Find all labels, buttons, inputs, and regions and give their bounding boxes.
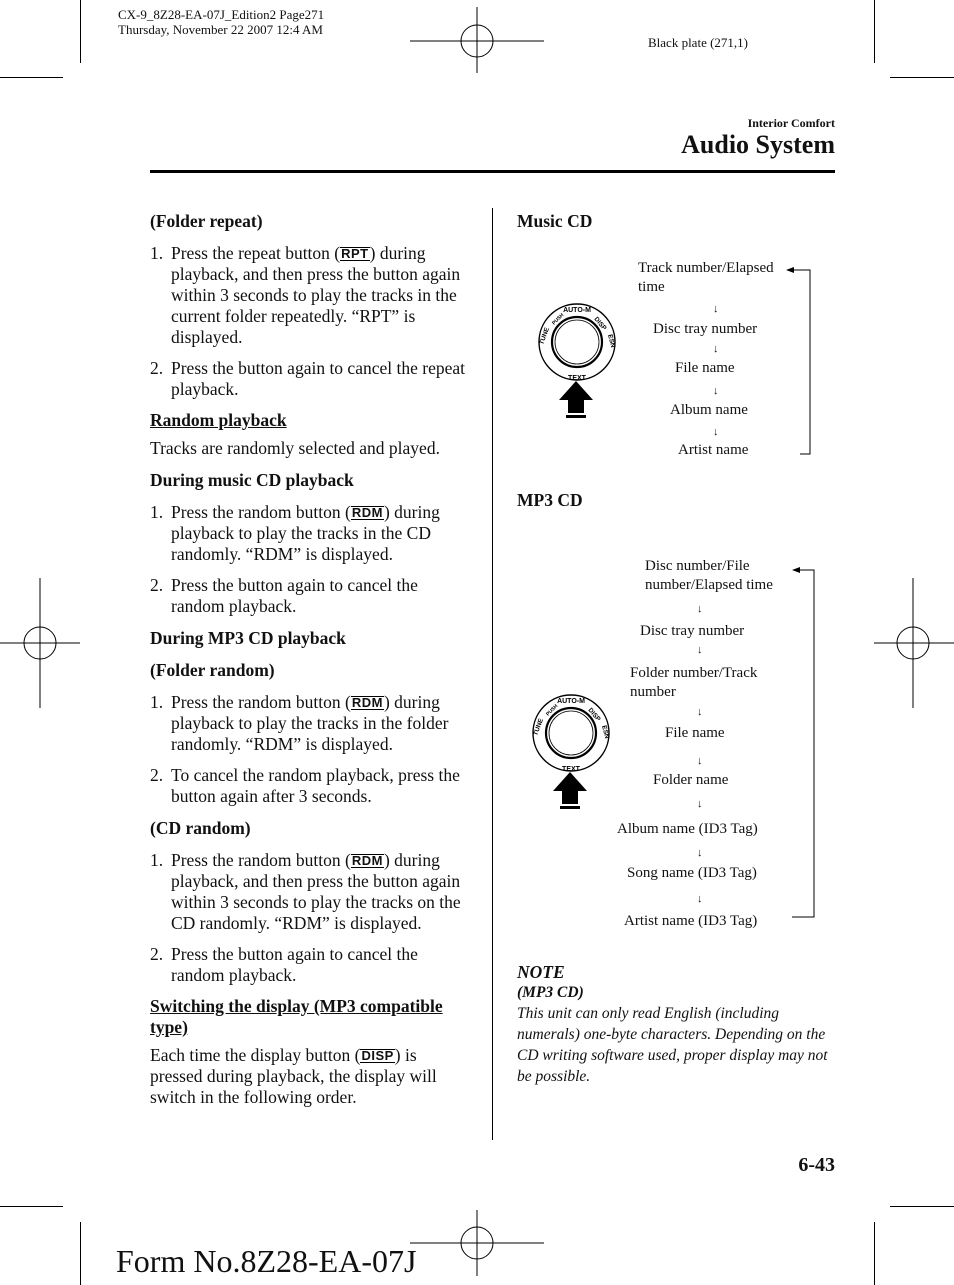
svg-text:ESN: ESN <box>600 724 611 740</box>
svg-text:TUNE: TUNE <box>538 326 551 346</box>
switch-display-heading: Switching the display (MP3 compatible type) <box>150 996 443 1037</box>
random-intro: Tracks are randomly selected and played. <box>150 438 440 458</box>
list-item: 1. Press the repeat button (RPT) during playback, and then press the button again within 3 seconds to play the tracks in the current folder repeatedly. “RPT” is displayed. <box>150 243 461 347</box>
down-arrow-icon: ↓ <box>697 798 703 810</box>
left-column <box>150 211 472 1108</box>
column-divider <box>492 208 493 1140</box>
note-subtitle: (MP3 CD) <box>517 984 584 1001</box>
list-item: 1. Press the random button (RDM) during playback to play the tracks in the CD randomly. “RDM” is displayed. <box>150 502 440 564</box>
registration-mark-top <box>410 5 544 75</box>
list-item: 2. Press the button again to cancel the random playback. <box>150 944 418 985</box>
mp3-item-1: Disc number/File number/Elapsed time <box>645 558 773 593</box>
svg-text:AUTO-M: AUTO-M <box>557 698 585 705</box>
list-item: 2. To cancel the random playback, press the button again after 3 seconds. <box>150 765 460 806</box>
folder-repeat-heading: (Folder repeat) <box>150 211 263 231</box>
svg-text:PUSH: PUSH <box>551 312 566 327</box>
svg-text:ESN: ESN <box>606 333 617 349</box>
down-arrow-icon: ↓ <box>713 343 719 355</box>
rpt-button-icon: RPT <box>341 246 369 261</box>
rdm-button-icon: RDM <box>351 505 383 520</box>
audio-knob-icon <box>526 688 616 822</box>
print-header-line2: Thursday, November 22 2007 12:4 AM <box>118 22 323 37</box>
list-item: 1. Press the random button (RDM) during playback to play the tracks in the folder randomly. “RDM” is displayed. <box>150 692 449 754</box>
print-header-line1: CX-9_8Z28-EA-07J_Edition2 Page271 <box>118 7 325 22</box>
list-item: 1. Press the random button (RDM) during playback, and then press the button again within 3 seconds to play the tracks on the CD randomly. “RDM” is displayed. <box>150 850 461 933</box>
music-item-1: Track number/Elapsed time <box>638 260 774 295</box>
registration-mark-left <box>0 578 80 708</box>
mp3-item-8: Artist name (ID3 Tag) <box>624 913 758 929</box>
cd-random-heading: (CD random) <box>150 818 251 838</box>
return-loop-line <box>768 262 818 458</box>
svg-text:DISP: DISP <box>592 315 608 332</box>
svg-text:PUSH: PUSH <box>545 703 560 718</box>
disp-button-icon: DISP <box>361 1048 394 1063</box>
mp3-item-6: Album name (ID3 Tag) <box>617 821 758 837</box>
music-item-2: Disc tray number <box>653 321 758 337</box>
music-cd-playback-heading: During music CD playback <box>150 470 354 490</box>
registration-mark-right <box>874 578 954 708</box>
section-title: Audio System <box>681 130 835 159</box>
page-number: 6-43 <box>798 1154 835 1176</box>
down-arrow-icon: ↓ <box>697 603 703 615</box>
list-item: 2. Press the button again to cancel the repeat playback. <box>150 358 465 399</box>
rdm-button-icon: RDM <box>351 695 383 710</box>
mp3-item-5: Folder name <box>653 772 729 788</box>
svg-text:TEXT: TEXT <box>562 766 580 773</box>
mp3-item-2: Disc tray number <box>640 623 745 639</box>
title-rule <box>150 170 835 173</box>
mp3-cd-label: MP3 CD <box>517 490 583 510</box>
note-body: This unit can only read English (including numerals) one-byte characters. Depending on the CD writing software used, proper display may not be possible. <box>517 1005 828 1085</box>
svg-text:AUTO-M: AUTO-M <box>563 307 591 314</box>
down-arrow-icon: ↓ <box>713 385 719 397</box>
music-item-4: Album name <box>670 402 748 418</box>
down-arrow-icon: ↓ <box>713 426 719 438</box>
mp3-item-3: Folder number/Track number <box>630 665 758 700</box>
return-loop-line <box>790 560 824 924</box>
switch-display-text: Each time the display button (DISP) is pressed during playback, the display will switch in the following order. <box>150 1045 437 1107</box>
print-header <box>118 7 324 37</box>
note-box <box>517 961 835 1087</box>
audio-knob-icon <box>532 297 622 431</box>
mp3-item-4: File name <box>665 725 725 741</box>
folder-random-heading: (Folder random) <box>150 660 275 680</box>
down-arrow-icon: ↓ <box>697 755 703 767</box>
rdm-button-icon: RDM <box>351 853 383 868</box>
down-arrow-icon: ↓ <box>697 706 703 718</box>
list-item: 2. Press the button again to cancel the random playback. <box>150 575 418 616</box>
random-playback-heading: Random playback <box>150 410 287 430</box>
down-arrow-icon: ↓ <box>697 644 703 656</box>
music-item-3: File name <box>675 360 735 376</box>
section-category: Interior Comfort <box>747 116 835 130</box>
svg-text:TUNE: TUNE <box>532 717 545 737</box>
down-arrow-icon: ↓ <box>697 847 703 859</box>
mp3-item-7: Song name (ID3 Tag) <box>627 865 757 881</box>
svg-text:TEXT: TEXT <box>568 375 586 382</box>
down-arrow-icon: ↓ <box>713 303 719 315</box>
svg-text:DISP: DISP <box>586 706 602 723</box>
mp3-playback-heading: During MP3 CD playback <box>150 628 346 648</box>
note-title: NOTE <box>517 962 565 982</box>
music-item-5: Artist name <box>678 442 749 458</box>
registration-mark-bottom <box>410 1208 544 1278</box>
form-number: Form No.8Z28-EA-07J <box>116 1243 417 1279</box>
plate-label: Black plate (271,1) <box>648 35 748 50</box>
music-cd-label: Music CD <box>517 211 593 231</box>
down-arrow-icon: ↓ <box>697 893 703 905</box>
